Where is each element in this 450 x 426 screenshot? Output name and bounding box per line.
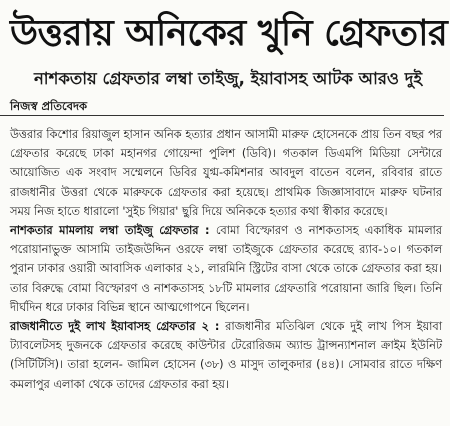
byline: নিজস্ব প্রতিবেদক	[10, 99, 88, 113]
paragraph-1-text: উত্তরার কিশোর রিয়াজুল হাসান অনিক হত্যার প্রধান আসামী মারুফ হোসেনকে প্রায় তিন বছর পর গ্রেফতার করেছে ঢাকা মহানগর গোয়েন্দা পুলিশ (ডিবি)। গতকাল ডিএমপি মিডিয়া সেন্টারে আয়োজিত এক সংবাদ সম্মেলনে ডিবির যুগ্ম-কমিশনার আবদুল বাতেন বলেন, রবিবার রাতে রাজধানীর উত্তরা থেকে মারুফকে গ্রেফতার করা হয়েছে। প্রাথমিক জিজ্ঞাসাবাদে মারুফ ঘটনার সময় নিজ হাতে ধারালো 'সুইচ গিয়ার' ছুরি দিয়ে অনিককে হত্যার কথা স্বীকার করেছে।	[10, 128, 442, 218]
paragraph-1	[10, 125, 442, 221]
article-body	[0, 116, 450, 394]
byline-row	[0, 90, 444, 116]
paragraph-3	[10, 317, 442, 394]
paragraph-3-lead: রাজধানীতে দুই লাখ ইয়াবাসহ গ্রেফতার ২ :	[10, 320, 220, 334]
headline: উত্তরায় অনিকের খুনি গ্রেফতার	[10, 13, 448, 54]
paragraph-2-text: বোমা বিস্ফোরণ ও নাশকতাসহ একাধিক মামলার পরোয়ানাভুক্ত আসামি তাইজউদ্দিন ওরফে লম্বা তাইজুকে গ্রেফতার করেছে র‌্যাব-১০। গতকাল পুরান ঢাকার ওয়ারী আবাসিক এলাকার ২১, লারমিনি স্ট্রিটের বাসা থেকে তাকে গ্রেফতার করা হয়। তার বিরুদ্ধে বোমা বিস্ফোরণ ও নাশকতাসহ ১৮টি মামলার গ্রেফতারি পরোয়ানা জারি ছিল। তিনি দীর্ঘদিন ধরে ঢাকার বিভিন্ন স্থানে আত্মগোপনে ছিলেন।	[10, 224, 443, 314]
paragraph-2	[10, 221, 442, 317]
paragraph-2-lead: নাশকতার মামলায় লম্বা তাইজু গ্রেফতার :	[10, 224, 210, 238]
paragraph-3-text: রাজধানীর মতিঝিল থেকে দুই লাখ পিস ইয়াবা ট্যাবলেটসহ দুজনকে গ্রেফতার করেছে কাউন্টার টেরোরিজম অ্যান্ড ট্রান্সন্যাশনাল ক্রাইম ইউনিট (সিটিটিসি)। তারা হলেন- জামিল হোসেন (৩৮) ও মাসুদ তালুকদার (৪৪)। সোমবার রাতে দক্ষিণ কমলাপুর এলাকা থেকে তাদের গ্রেফতার করা হয়।	[10, 320, 442, 391]
subheadline: নাশকতায় গ্রেফতার লম্বা তাইজু, ইয়াবাসহ আটক আরও দুই	[33, 69, 423, 88]
